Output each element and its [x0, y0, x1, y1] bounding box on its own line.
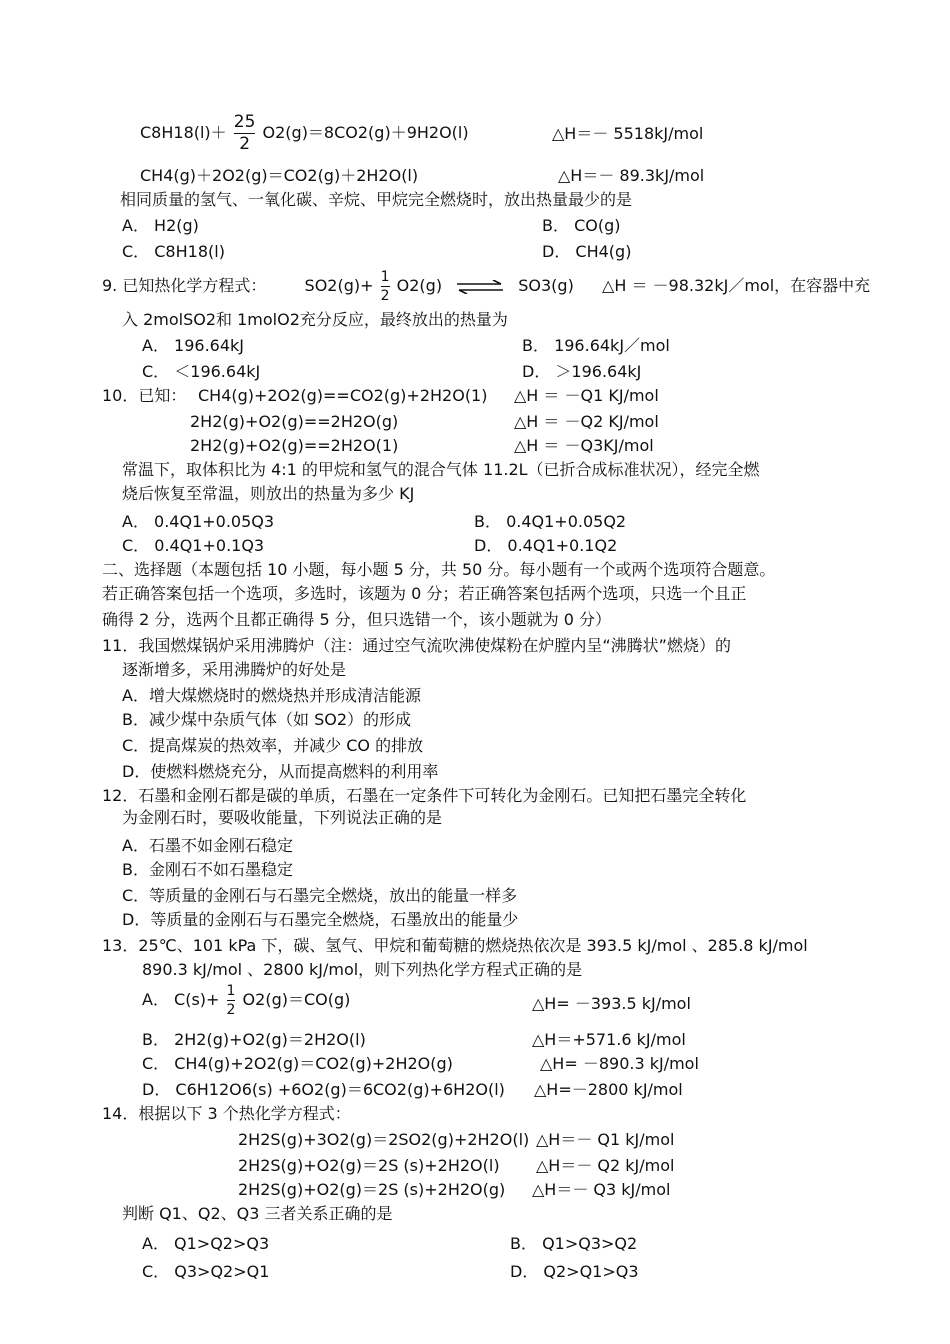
enthalpy-value: △H＝+571.6 kJ/mol [532, 1030, 686, 1049]
section-text: 确得 2 分，选两个且都正确得 5 分，但只选错一个，该小题就为 0 分） [102, 610, 612, 629]
equation-methane: CH4(g)＋2O2(g)＝CO2(g)＋2H2O(l) [140, 166, 419, 185]
fraction [227, 984, 236, 1017]
enthalpy-value: △H＝－ Q1 kJ/mol [536, 1130, 675, 1149]
question-text: 14．根据以下 3 个热化学方程式： [102, 1104, 351, 1123]
enthalpy-value: △H＝－ Q3 kJ/mol [532, 1180, 671, 1199]
question-prefix: 9. 已知热化学方程式： [102, 276, 267, 295]
equation-text: SO2(g)+ [304, 276, 374, 295]
question-text: 为金刚石时，要吸收能量，下列说法正确的是 [122, 808, 443, 827]
equilibrium-arrow-icon [455, 280, 505, 294]
fraction-numerator: 25 [233, 112, 256, 132]
section-text: 若正确答案包括一个选项，多选时，该题为 0 分；若正确答案包括两个选项，只选一个且正 [102, 584, 747, 603]
enthalpy-value: △H ＝ －98.32kJ／mol，在容器中充 [602, 276, 871, 295]
fraction [381, 270, 390, 303]
option-b: B． 2H2(g)+O2(g)＝2H2O(l) [142, 1030, 366, 1049]
equation-text: 2H2S(g)+3O2(g)＝2SO2(g)+2H2O(l) [238, 1130, 530, 1149]
option-a: A． Q1>Q2>Q3 [142, 1234, 270, 1253]
option-a: A． 0.4Q1+0.05Q3 [122, 512, 275, 531]
question-9 [102, 270, 870, 303]
option-a: A． H2(g) [122, 216, 199, 235]
enthalpy-value: △H ＝ －Q2 KJ/mol [514, 412, 659, 431]
question-text: 烧后恢复至常温，则放出的热量为多少 KJ [122, 484, 415, 503]
option-b: B． Q1>Q3>Q2 [510, 1234, 638, 1253]
option-d: D． ＞196.64kJ [522, 362, 642, 381]
equation-text: 2H2(g)+O2(g)==2H2O(g) [190, 412, 399, 431]
option-a: A． 196.64kJ [142, 336, 245, 355]
option-b: B．减少煤中杂质气体（如 SO2）的形成 [122, 710, 411, 729]
equation-text: 2H2S(g)+O2(g)＝2S (s)+2H2O(g) [238, 1180, 506, 1199]
option-c: C．提高煤炭的热效率，并减少 CO 的排放 [122, 736, 424, 755]
option-c: C．等质量的金刚石与石墨完全燃烧，放出的能量一样多 [122, 886, 518, 905]
option-c: C． CH4(g)+2O2(g)＝CO2(g)+2H2O(g) [142, 1054, 453, 1073]
option-b: B． 196.64kJ／mol [522, 336, 670, 355]
enthalpy-value: △H＝－ 89.3kJ/mol [558, 166, 705, 185]
fraction-denominator: 2 [226, 1002, 236, 1018]
option-a [142, 984, 350, 1017]
equation-text: O2(g) [396, 276, 443, 295]
option-d: D． CH4(g) [542, 242, 632, 261]
option-a: A．石墨不如金刚石稳定 [122, 836, 293, 855]
question-text: 12．石墨和金刚石都是碳的单质，石墨在一定条件下可转化为金刚石。已知把石墨完全转化 [102, 786, 747, 805]
enthalpy-value: △H ＝ －Q3KJ/mol [514, 436, 654, 455]
equation-text: 2H2S(g)+O2(g)＝2S (s)+2H2O(l) [238, 1156, 500, 1175]
question-text: 常温下，取体积比为 4:1 的甲烷和氢气的混合气体 11.2L（已折合成标准状况），经完全燃 [122, 460, 760, 479]
option-text: A． C(s)+ [142, 990, 220, 1009]
option-b: B． CO(g) [542, 216, 621, 235]
enthalpy-value: △H ＝ －Q1 KJ/mol [514, 386, 659, 405]
equation-text: CH4(g)+2O2(g)==CO2(g)+2H2O(1) [198, 386, 488, 405]
fraction-numerator: 1 [226, 983, 236, 999]
enthalpy-value: △H= －890.3 kJ/mol [540, 1054, 699, 1073]
option-c: C． ＜196.64kJ [142, 362, 261, 381]
enthalpy-value: △H= －393.5 kJ/mol [532, 994, 691, 1013]
equation-octane [140, 114, 469, 153]
option-d: D．等质量的金刚石与石墨完全燃烧，石墨放出的能量少 [122, 910, 519, 929]
question-text: 判断 Q1、Q2、Q3 三者关系正确的是 [122, 1204, 393, 1223]
fraction-numerator: 1 [380, 269, 390, 285]
option-d: D． 0.4Q1+0.1Q2 [474, 536, 618, 555]
option-c: C． Q3>Q2>Q1 [142, 1262, 270, 1281]
enthalpy-value: △H=－2800 kJ/mol [534, 1080, 683, 1099]
option-c: C． C8H18(l) [122, 242, 225, 261]
option-b: B．金刚石不如石墨稳定 [122, 860, 293, 879]
enthalpy-value: △H＝－ 5518kJ/mol [552, 124, 704, 143]
option-b: B． 0.4Q1+0.05Q2 [474, 512, 627, 531]
equation-text: SO3(g) [518, 276, 574, 295]
equation-text: C8H18(l)＋ [140, 123, 227, 142]
question-text: 890.3 kJ/mol 、2800 kJ/mol，则下列热化学方程式正确的是 [142, 960, 583, 979]
fraction-denominator: 2 [380, 288, 390, 304]
option-d: D．使燃料燃烧充分，从而提高燃料的利用率 [122, 762, 439, 781]
fraction [234, 114, 256, 153]
enthalpy-value: △H＝－ Q2 kJ/mol [536, 1156, 675, 1175]
question-text: 逐渐增多，采用沸腾炉的好处是 [122, 660, 347, 679]
option-a: A．增大煤燃烧时的燃烧热并形成清洁能源 [122, 686, 421, 705]
question-text: 入 2molSO2和 1molO2充分反应，最终放出的热量为 [122, 310, 508, 329]
option-text: O2(g)＝CO(g) [242, 990, 351, 1009]
question-text: 11．我国燃煤锅炉采用沸腾炉（注：通过空气流吹沸使煤粉在炉膛内呈“沸腾状”燃烧）的 [102, 636, 731, 655]
question-text: 13．25℃、101 kPa 下，碳、氢气、甲烷和葡萄糖的燃烧热依次是 393.5 kJ/mol 、285.8 kJ/mol [102, 936, 808, 955]
option-d: D． C6H12O6(s) +6O2(g)＝6CO2(g)+6H2O(l) [142, 1080, 505, 1099]
section-heading: 二、选择题（本题包括 10 小题，每小题 5 分，共 50 分。每小题有一个或两个选项符合题意。 [102, 560, 776, 579]
equation-text: 2H2(g)+O2(g)==2H2O(1) [190, 436, 399, 455]
question-text: 相同质量的氢气、一氧化碳、辛烷、甲烷完全燃烧时，放出热量最少的是 [120, 190, 633, 209]
option-c: C． 0.4Q1+0.1Q3 [122, 536, 265, 555]
equation-text: O2(g)＝8CO2(g)＋9H2O(l) [262, 123, 469, 142]
fraction-denominator: 2 [239, 134, 251, 154]
option-d: D． Q2>Q1>Q3 [510, 1262, 639, 1281]
question-prefix: 10．已知： [102, 386, 187, 405]
